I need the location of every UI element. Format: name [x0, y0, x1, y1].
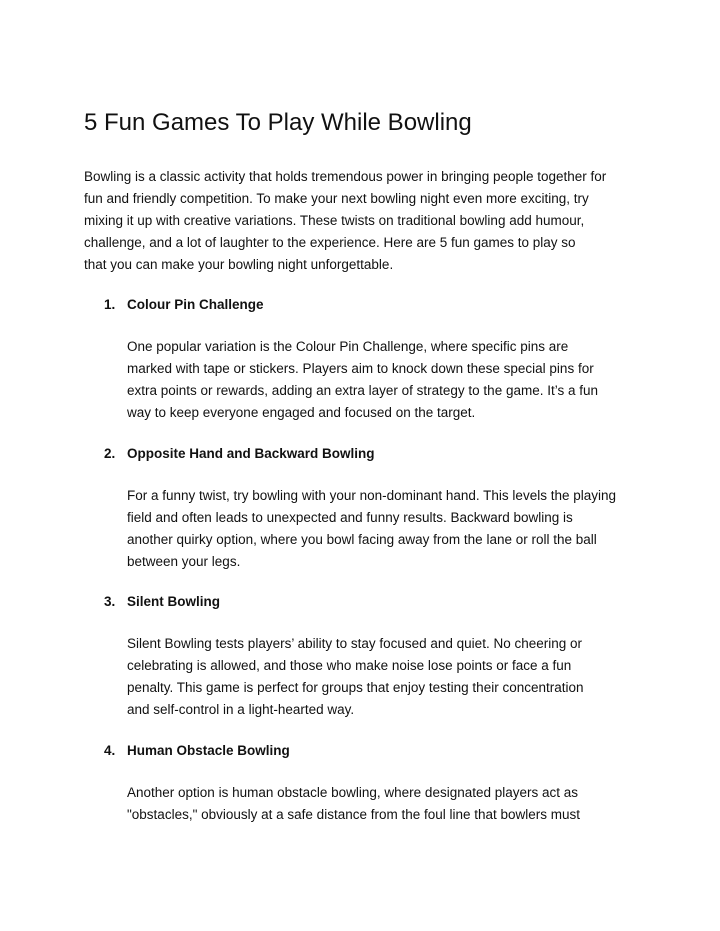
body-line: marked with tape or stickers. Players aim to knock down these special pins for [127, 361, 594, 376]
body-line: and self-control in a light-hearted way. [127, 702, 355, 717]
body-line: another quirky option, where you bowl facing away from the lane or roll the ball [127, 532, 597, 547]
intro-paragraph [84, 166, 644, 276]
section-number: 2. [104, 446, 116, 461]
page-title: 5 Fun Games To Play While Bowling [84, 109, 472, 136]
body-line: "obstacles," obviously at a safe distance from the foul line that bowlers must [127, 807, 581, 822]
section-heading [104, 740, 290, 762]
section-number: 1. [104, 297, 116, 312]
section-title: Opposite Hand and Backward Bowling [127, 446, 375, 461]
body-line: extra points or rewards, adding an extra layer of strategy to the game. It’s a fun [127, 383, 599, 398]
section-number: 4. [104, 743, 116, 758]
section-body [127, 336, 647, 424]
body-line: way to keep everyone engaged and focused on the target. [127, 405, 476, 420]
section-title: Silent Bowling [127, 594, 220, 609]
section-body [127, 633, 647, 721]
body-line: Another option is human obstacle bowling, where designated players act as [127, 785, 579, 800]
body-line: For a funny twist, try bowling with your non-dominant hand. This levels the playing [127, 488, 616, 503]
section-heading [104, 294, 264, 316]
body-line: celebrating is allowed, and those who make noise lose points or face a fun [127, 658, 572, 673]
section-body [127, 782, 647, 826]
intro-line: fun and friendly competition. To make your next bowling night even more exciting, try [84, 191, 589, 206]
intro-line: Bowling is a classic activity that holds tremendous power in bringing people together for [84, 169, 607, 184]
body-line: penalty. This game is perfect for groups that enjoy testing their concentration [127, 680, 584, 695]
intro-line: challenge, and a lot of laughter to the experience. Here are 5 fun games to play so [84, 235, 576, 250]
section-heading [104, 591, 220, 613]
intro-line: mixing it up with creative variations. These twists on traditional bowling add humour, [84, 213, 585, 228]
body-line: field and often leads to unexpected and funny results. Backward bowling is [127, 510, 573, 525]
body-line: One popular variation is the Colour Pin Challenge, where specific pins are [127, 339, 569, 354]
section-title: Colour Pin Challenge [127, 297, 264, 312]
section-title: Human Obstacle Bowling [127, 743, 290, 758]
section-body [127, 485, 647, 573]
intro-line: that you can make your bowling night unforgettable. [84, 257, 394, 272]
section-heading [104, 443, 375, 465]
body-line: between your legs. [127, 554, 241, 569]
body-line: Silent Bowling tests players’ ability to stay focused and quiet. No cheering or [127, 636, 582, 651]
section-number: 3. [104, 594, 116, 609]
